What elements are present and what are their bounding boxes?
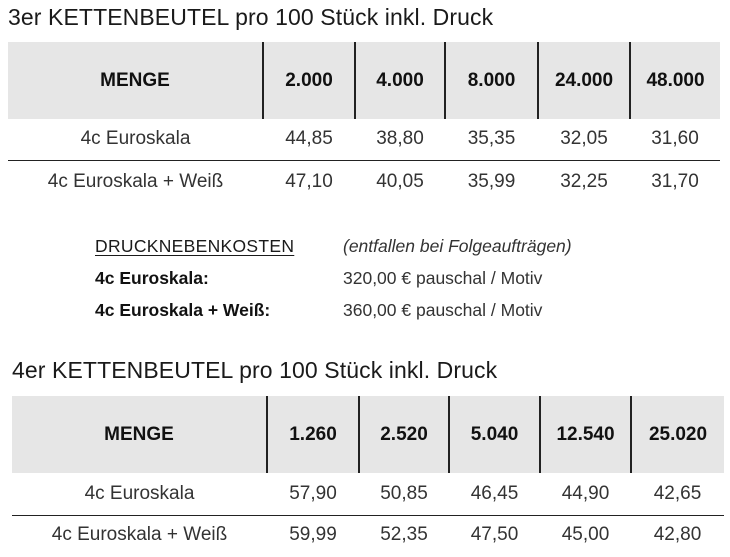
- price-cell: 57,90: [267, 473, 359, 515]
- header-qty: 2.000: [263, 42, 355, 119]
- header-qty: 48.000: [630, 42, 720, 119]
- header-qty: 5.040: [449, 396, 540, 473]
- row-label: 4c Euroskala + Weiß: [51, 524, 228, 546]
- notes-item-label: 4c Euroskala + Weiß:: [95, 299, 271, 320]
- table-row: [12, 515, 724, 555]
- price-table-4er: [12, 396, 724, 555]
- header-qty: 12.540: [540, 396, 631, 473]
- price-cell: 40,05: [376, 171, 424, 193]
- price-cell: 47,50: [470, 524, 519, 546]
- section-2-title: 4er KETTENBEUTEL pro 100 Stück inkl. Druck: [12, 357, 498, 383]
- notes-heading-line: [95, 230, 572, 262]
- header-qty: 2.520: [359, 396, 449, 473]
- price-cell: 42,80: [653, 524, 702, 546]
- table-header-row: [12, 396, 724, 473]
- price-cell: 32,05: [538, 119, 630, 160]
- row-label: 4c Euroskala: [12, 473, 267, 515]
- price-cell: 44,90: [540, 473, 631, 515]
- section-1-title: 3er KETTENBEUTEL pro 100 Stück inkl. Druck: [8, 4, 494, 30]
- header-qty: 24.000: [538, 42, 630, 119]
- price-cell: 35,99: [467, 171, 516, 193]
- price-cell: 45,00: [561, 524, 610, 546]
- price-cell: 42,65: [631, 473, 724, 515]
- price-cell: 50,85: [359, 473, 449, 515]
- header-qty: 8.000: [445, 42, 538, 119]
- notes-item: [95, 262, 572, 294]
- notes-item-value: 360,00 € pauschal / Motiv: [343, 299, 543, 320]
- price-cell: 59,99: [289, 524, 337, 546]
- header-menge: MENGE: [12, 396, 267, 473]
- price-cell: 38,80: [355, 119, 445, 160]
- table-row: [8, 160, 720, 204]
- header-qty: 1.260: [267, 396, 359, 473]
- header-qty: 25.020: [631, 396, 724, 473]
- price-cell: 44,85: [263, 119, 355, 160]
- price-cell: 35,35: [445, 119, 538, 160]
- notes-item-value: 320,00 € pauschal / Motiv: [343, 267, 543, 288]
- table-header-row: [8, 42, 720, 119]
- row-label: 4c Euroskala + Weiß: [47, 171, 224, 193]
- price-cell: 47,10: [285, 171, 333, 193]
- notes-item: [95, 294, 572, 326]
- notes-item-label: 4c Euroskala:: [95, 267, 209, 288]
- row-label: 4c Euroskala: [8, 119, 263, 160]
- price-cell: 46,45: [449, 473, 540, 515]
- price-cell: 32,25: [560, 171, 608, 193]
- price-cell: 52,35: [380, 524, 428, 546]
- table-row: [8, 119, 720, 160]
- print-costs-notes: [95, 230, 572, 326]
- price-cell: 31,60: [630, 119, 720, 160]
- table-row: [12, 473, 724, 515]
- price-table-3er: [8, 42, 720, 204]
- header-menge: MENGE: [8, 42, 263, 119]
- notes-hint: (entfallen bei Folgeaufträgen): [343, 235, 572, 256]
- notes-heading: DRUCKNEBENKOSTEN: [95, 235, 295, 256]
- header-qty: 4.000: [355, 42, 445, 119]
- price-cell: 31,70: [651, 171, 699, 193]
